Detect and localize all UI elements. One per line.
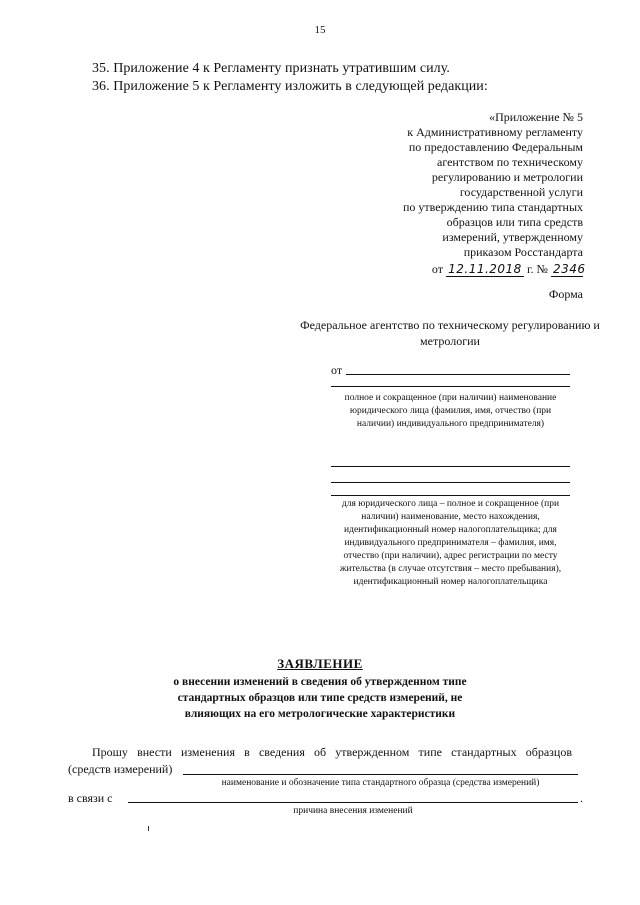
appendix-line: по утверждению типа стандартных: [403, 200, 583, 214]
item-text: Приложение 5 к Регламенту изложить в следующей редакции:: [113, 79, 488, 94]
appendix-line: по предоставлению Федеральным: [408, 140, 583, 154]
reason-caption: причина внесения изменений: [293, 806, 413, 816]
applicant-caption: полное и сокращенное (при наличии) наименование юридического лица (фамилия, имя, отчество (при наличии) индивидуального предпринимателя): [344, 393, 557, 429]
item-35: [92, 61, 450, 77]
applicant-name-line: [346, 374, 570, 375]
item-text: Приложение 4 к Регламенту признать утратившим силу.: [113, 61, 450, 76]
item-number: 36.: [92, 79, 110, 94]
request-text: Прошу внести изменения в сведения об утвержденном типе стандартных образцов: [92, 745, 572, 759]
addressee: Федеральное агентство по техническому регулированию и метрологии: [300, 318, 600, 348]
details-caption: для юридического лица – полное и сокращенное (при наличии) наименование, место нахождения, идентификационный номер налогоплательщика; для индивидуального предпринимателя – фамилия, имя, отчество (при наличии), адрес регистрации по месту жительства (в случае отсутствия – место пребывания), идентификационный номер налогоплательщика: [339, 499, 562, 587]
type-name-line: [183, 774, 578, 775]
statement-subtitle: [0, 674, 640, 722]
from-label: от: [331, 363, 343, 377]
appendix-line: регулированию и метрологии: [431, 170, 583, 184]
handwritten-date: 12.11.2018: [446, 263, 524, 277]
item-number: 35.: [92, 61, 110, 76]
appendix-line: к Административному регламенту: [407, 125, 583, 139]
appendix-header: [323, 110, 586, 277]
appendix-date-line: [323, 262, 586, 277]
date-prefix: от: [431, 262, 443, 276]
stray-mark: [148, 826, 149, 831]
handwritten-number: 2346: [553, 262, 586, 276]
date-suffix: г. №: [526, 262, 548, 276]
details-line-1: [331, 466, 570, 467]
reason-line: [128, 802, 578, 803]
form-label: Форма: [548, 287, 583, 301]
appendix-line: образцов или типа средств: [446, 215, 583, 229]
appendix-line: «Приложение № 5: [489, 110, 583, 124]
details-line-2: [331, 482, 570, 483]
reason-prefix: в связи с: [68, 791, 113, 805]
details-line-3: [331, 495, 570, 496]
appendix-line: приказом Росстандарта: [463, 245, 583, 259]
applicant-name-line-2: [331, 386, 570, 387]
appendix-line: государственной услуги: [459, 185, 583, 199]
appendix-line: агентством по техническому: [437, 155, 583, 169]
statement-title: ЗАЯВЛЕНИЕ: [277, 656, 363, 671]
type-name-caption: наименование и обозначение типа стандартного образца (средства измерений): [221, 778, 540, 788]
line2-prefix: (средств измерений): [68, 762, 173, 776]
item-36: [92, 79, 488, 95]
statement-subtitle-text: о внесении изменений в сведения об утвержденном типе стандартных образцов или типе средств измерений, не влияющих на его метрологические характеристики: [173, 676, 467, 720]
reason-end: .: [580, 791, 583, 805]
appendix-line: измерений, утвержденному: [442, 230, 583, 244]
page-number: 15: [314, 24, 326, 36]
